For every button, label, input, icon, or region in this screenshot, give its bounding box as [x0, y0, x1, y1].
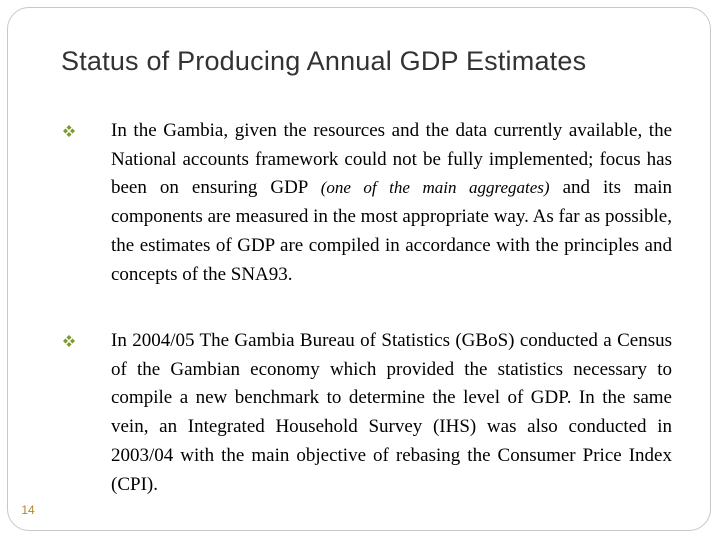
page-number: 14 [13, 495, 43, 525]
bullet-1-text-end: and its main components are measured in the most appropriate way. As far as possible, the estimates of GDP are compiled in accordance with the principles and concepts of the SNA93. [111, 177, 672, 285]
diamond-clover-bullet-icon [62, 124, 76, 138]
bullet-1-text-start: In the Gambia, given the resources and the data currently available, the National accounts framework could not be fully implemented; focus has been on ensuring GDP [111, 120, 672, 199]
bullet-paragraph-1 [111, 117, 672, 289]
bullet-1-italic-aside: (one of the main aggregates) [320, 178, 550, 198]
diamond-clover-bullet-icon [62, 334, 76, 348]
bullet-paragraph-2: In 2004/05 The Gambia Bureau of Statistics (GBoS) conducted a Census of the Gambian economy which provided the statistics necessary to compile a new benchmark to determine the level of GDP. In the same vein, an Integrated Household Survey (IHS) was also conducted in 2003/04 with the main objective of rebasing the Consumer Price Index (CPI). [111, 330, 672, 495]
slide-title: Status of Producing Annual GDP Estimates [61, 46, 587, 76]
